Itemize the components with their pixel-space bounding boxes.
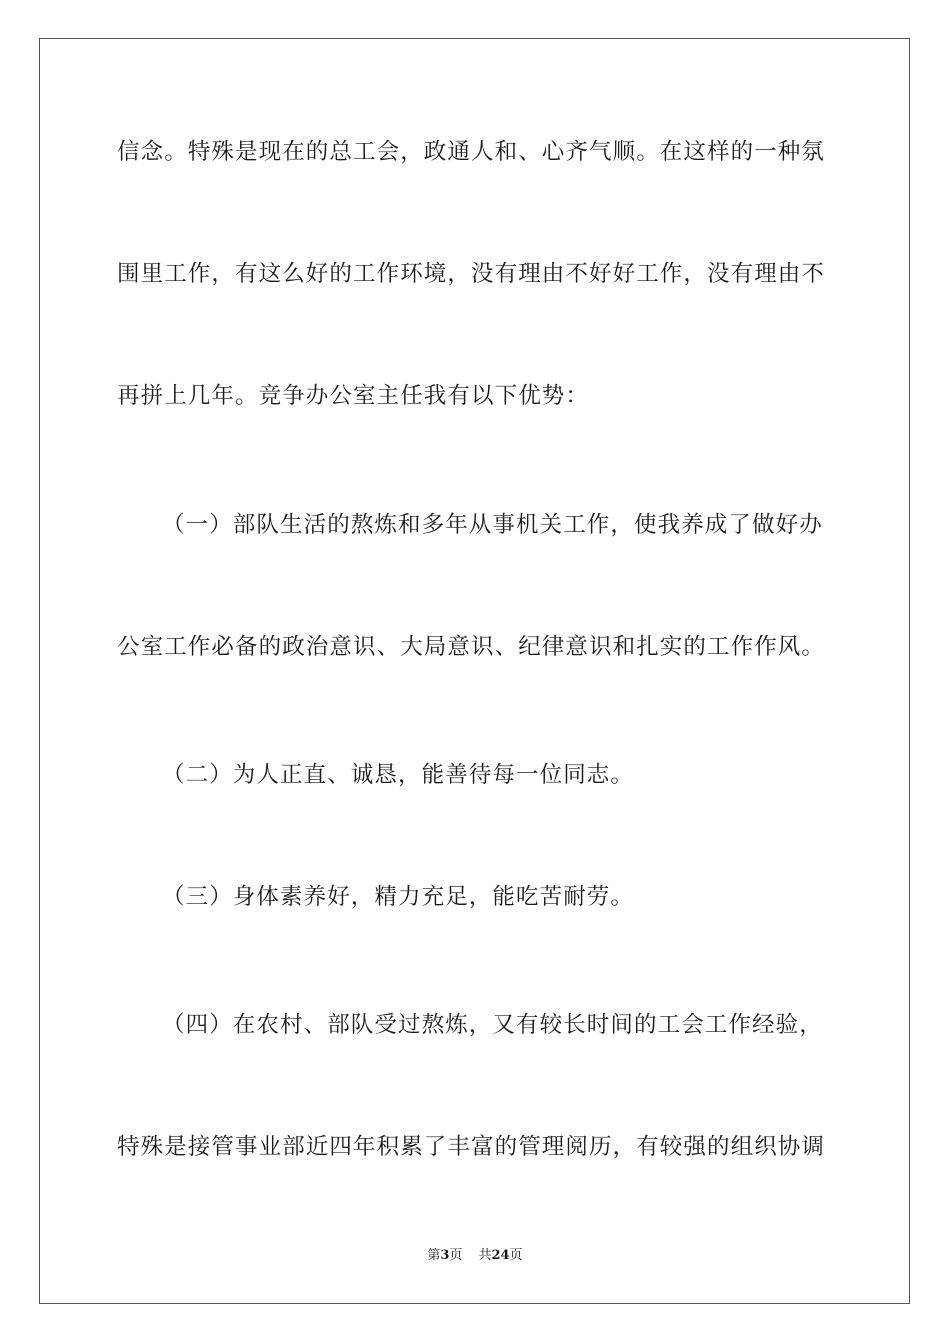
body-line-5: 公室工作必备的政治意识、大局意识、纪律意识和扎实的工作作风。 bbox=[117, 634, 826, 660]
page-footer bbox=[0, 1247, 950, 1265]
page-border bbox=[39, 38, 910, 1304]
total-suffix: 页 bbox=[509, 1248, 523, 1263]
body-line-1: 信念。特殊是现在的总工会，政通人和、心齐气顺。在这样的一种氛 bbox=[117, 139, 826, 165]
page-number: 3 bbox=[440, 1248, 450, 1263]
body-line-9: 特殊是接管事业部近四年积累了丰富的管理阅历，有较强的组织协调 bbox=[117, 1134, 826, 1160]
body-line-3: 再拼上几年。竞争办公室主任我有以下优势： bbox=[117, 383, 590, 409]
body-line-8: （四）在农村、部队受过熬炼，又有较长时间的工会工作经验， bbox=[162, 1012, 823, 1038]
body-line-6: （二）为人正直、诚恳，能善待每一位同志。 bbox=[162, 762, 635, 788]
page-suffix: 页 bbox=[449, 1248, 463, 1263]
page-prefix: 第 bbox=[427, 1248, 441, 1263]
body-line-7: （三）身体素养好，精力充足，能吃苦耐劳。 bbox=[162, 884, 635, 910]
total-pages: 24 bbox=[491, 1248, 510, 1263]
body-line-4: （一）部队生活的熬炼和多年从事机关工作，使我养成了做好办 bbox=[162, 512, 823, 538]
total-prefix: 共 bbox=[478, 1248, 492, 1263]
body-line-2: 围里工作，有这么好的工作环境，没有理由不好好工作，没有理由不 bbox=[117, 261, 826, 287]
